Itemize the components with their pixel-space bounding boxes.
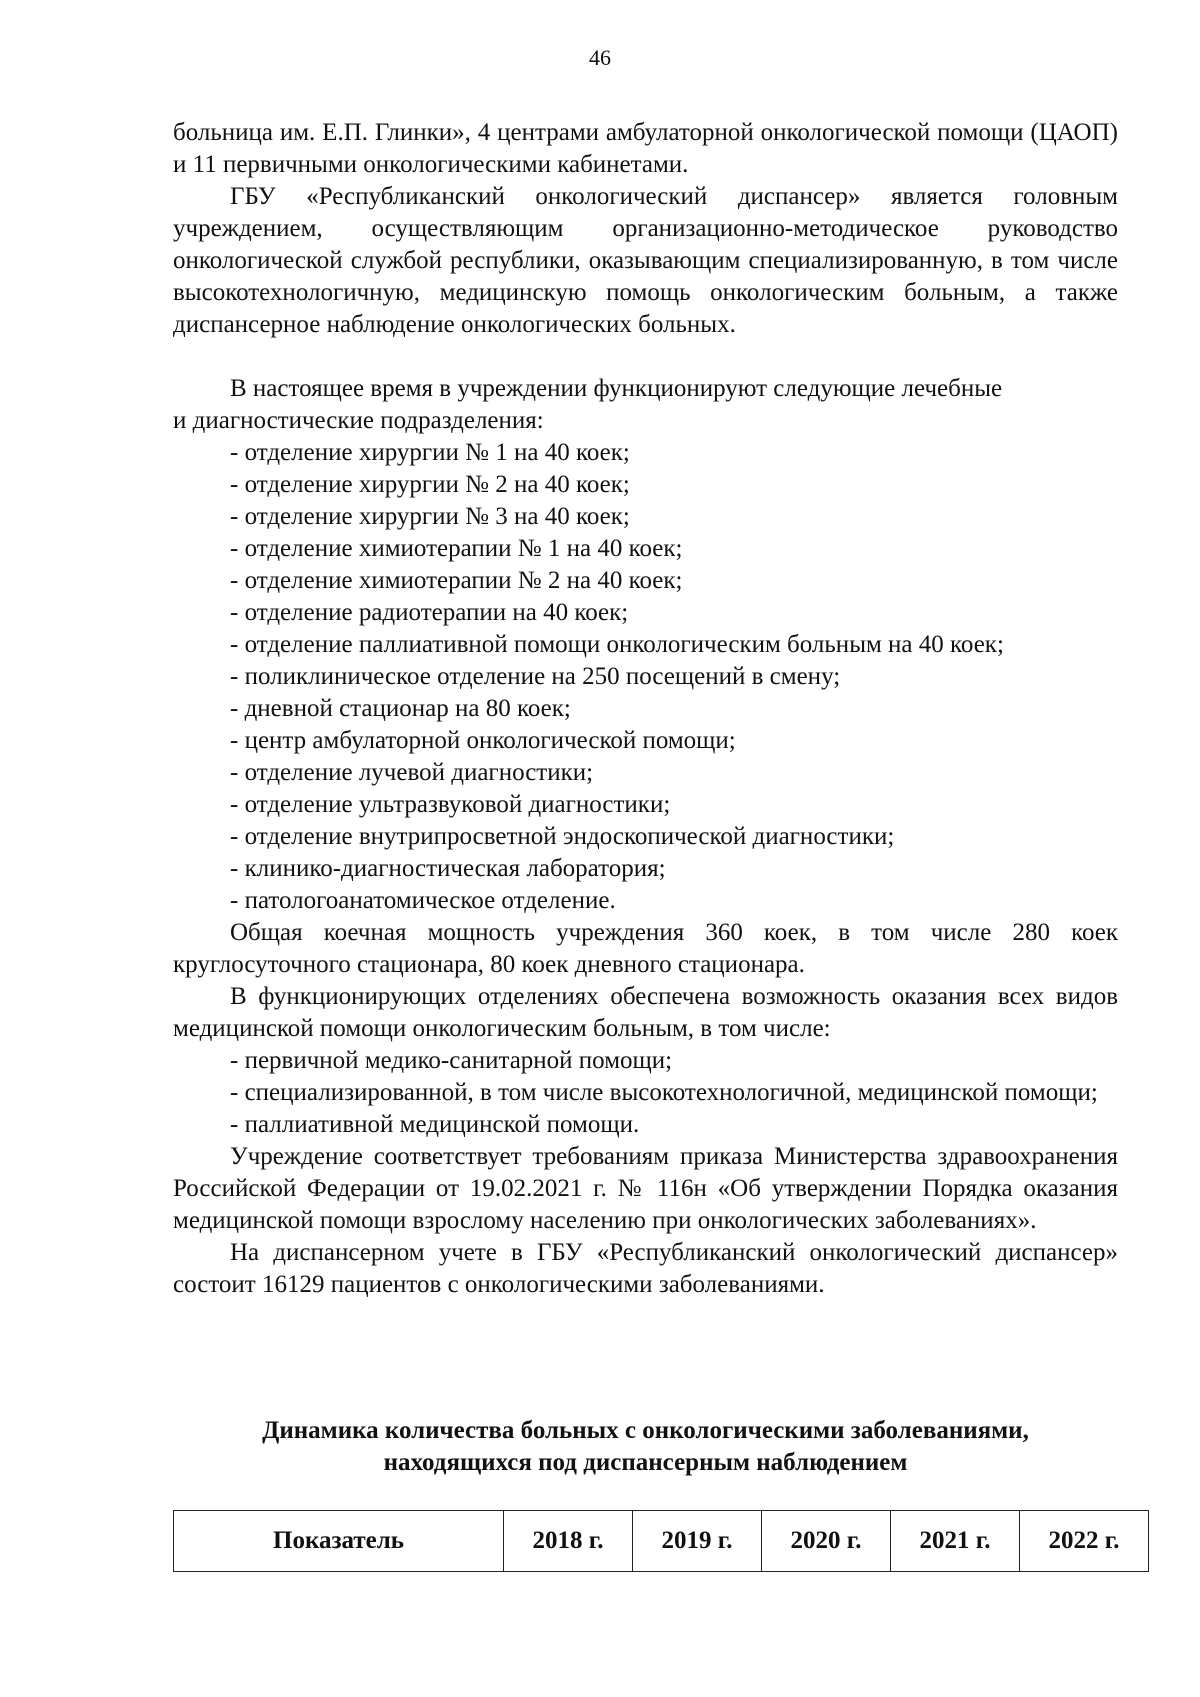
list-item: - отделение химиотерапии № 2 на 40 коек; [230,567,683,594]
list-item: - отделение внутрипросветной эндоскопической диагностики; [230,823,895,850]
list-item: - отделение хирургии № 2 на 40 коек; [230,471,630,498]
header-year-2021: 2021 г. [891,1511,1020,1572]
list-item: - первичной медико-санитарной помощи; [230,1047,673,1074]
list-item: - отделение хирургии № 1 на 40 коек; [230,439,630,466]
paragraph-hospital-continuation: больница им. Е.П. Глинки», 4 центрами амбулаторной онкологической помощи (ЦАОП) и 11 первичными онкологическими кабинетами. [173,119,1118,178]
list-item: - специализированной, в том числе высокотехнологичной, медицинской помощи; [230,1079,1098,1106]
table-title [173,1415,1118,1479]
list-item: - клинико-диагностическая лаборатория; [230,855,666,882]
header-indicator: Показатель [174,1511,504,1572]
header-year-2019: 2019 г. [633,1511,762,1572]
list-item: - отделение радиотерапии на 40 коек; [230,599,629,626]
paragraph-spacer [173,341,1118,373]
list-item: - отделение ультразвуковой диагностики; [230,791,671,818]
departments-list [173,437,1118,917]
list-item: - отделение паллиативной помощи онкологическим больным на 40 коек; [230,631,1004,658]
table-header-row [174,1511,1149,1572]
header-year-2022: 2022 г. [1020,1511,1149,1572]
list-item: - патологоанатомическое отделение. [230,887,616,914]
list-item: - центр амбулаторной онкологической помощи; [230,727,736,754]
paragraph-head-institution: ГБУ «Республиканский онкологический диспансер» является головным учреждением, осуществляющим организационно-методическое руководство онкологической службой республики, оказывающим специализированную, в том числе высокотехнологичную, медицинскую помощь онкологическим больным, а также диспансерное наблюдение онкологических больных. [173,183,1118,338]
departments-intro-line1: В настоящее время в учреждении функционируют следующие лечебные [230,375,1003,402]
dynamics-table [173,1510,1149,1572]
list-item: - поликлиническое отделение на 250 посещений в смену; [230,663,841,690]
paragraph-care-intro: В функционирующих отделениях обеспечена возможность оказания всех видов медицинской помощи онкологическим больным, в том числе: [173,983,1118,1042]
page-number: 46 [589,45,611,70]
table-title-line2: находящихся под диспансерным наблюдением [383,1449,908,1476]
paragraph-registry: На диспансерном учете в ГБУ «Республиканский онкологический диспансер» состоит 16129 пациентов с онкологическими заболеваниями. [173,1239,1118,1298]
list-item: - отделение лучевой диагностики; [230,759,594,786]
table-title-line1: Динамика количества больных с онкологическими заболеваниями, [262,1417,1029,1444]
header-year-2020: 2020 г. [762,1511,891,1572]
care-types-list [173,1045,1118,1141]
document-body [173,117,1118,1301]
list-item: - отделение хирургии № 3 на 40 коек; [230,503,630,530]
paragraph-ministry-order: Учреждение соответствует требованиям приказа Министерства здравоохранения Российской Федерации от 19.02.2021 г. № 116н «Об утверждении Порядка оказания медицинской помощи взрослому населению при онкологических заболеваниях». [173,1143,1118,1234]
paragraph-bed-capacity: Общая коечная мощность учреждения 360 коек, в том числе 280 коек круглосуточного стационара, 80 коек дневного стационара. [173,919,1118,978]
list-item: - паллиативной медицинской помощи. [230,1111,640,1138]
header-year-2018: 2018 г. [504,1511,633,1572]
departments-intro-line2: и диагностические подразделения: [173,407,544,434]
list-item: - отделение химиотерапии № 1 на 40 коек; [230,535,683,562]
list-item: - дневной стационар на 80 коек; [230,695,571,722]
